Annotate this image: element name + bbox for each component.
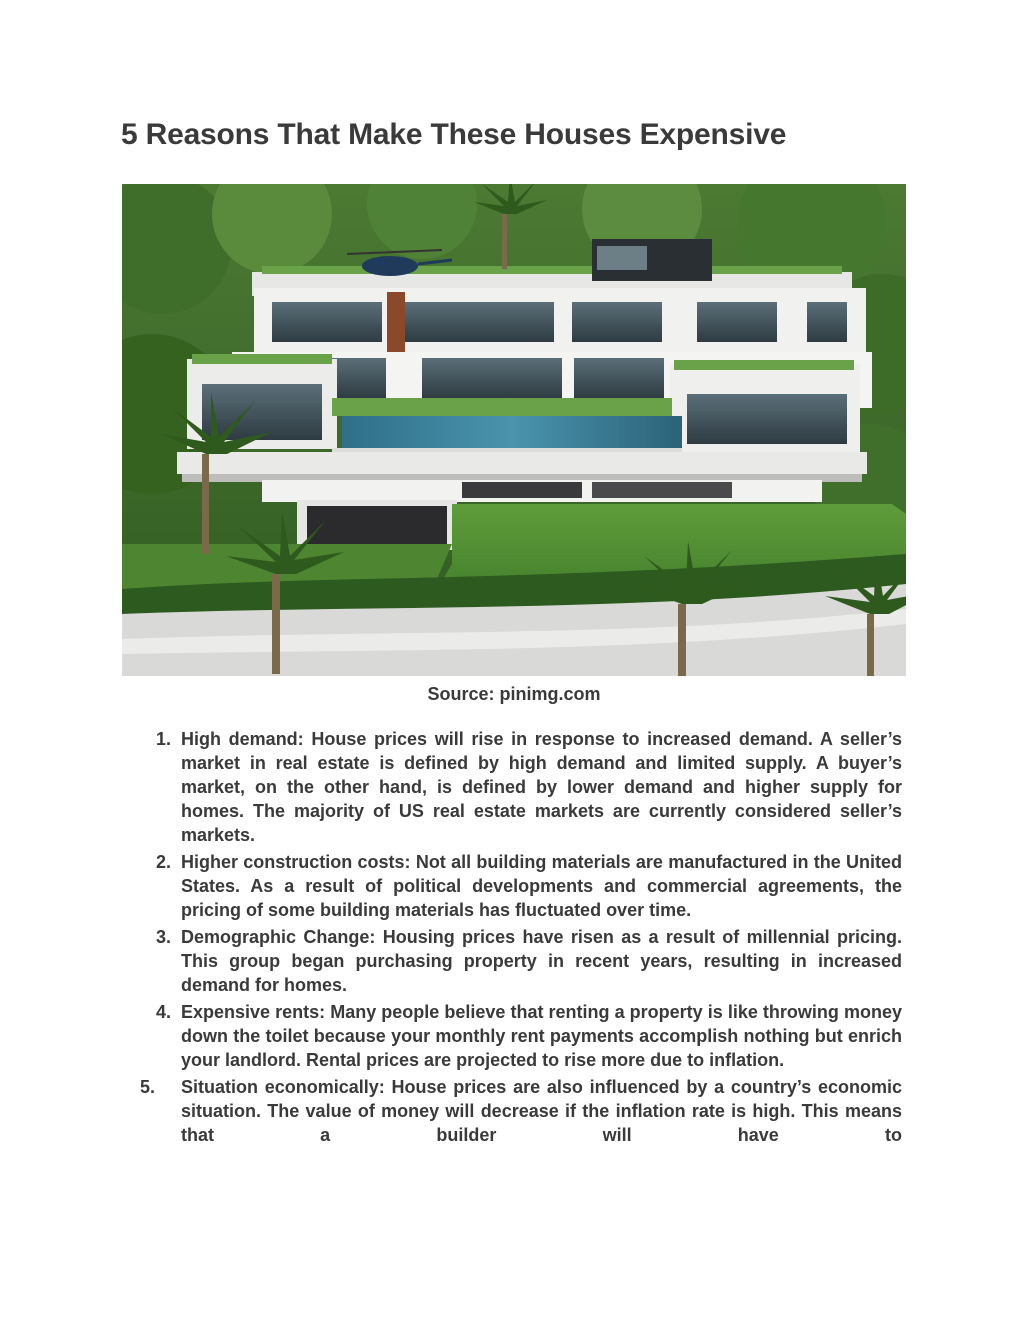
list-item-number: 5. bbox=[140, 1077, 156, 1097]
list-item-number: 3. bbox=[155, 927, 171, 947]
list-item-number: 1. bbox=[155, 729, 171, 749]
list-item-number: 4. bbox=[155, 1002, 171, 1022]
list-item-text: Situation economically: House prices are also influenced by a country’s economic situation. The value of money will decrease if the inflation rate is high. This means that a builder will have to bbox=[181, 1077, 902, 1145]
list-item bbox=[140, 925, 902, 997]
list-item bbox=[140, 1075, 902, 1147]
list-item bbox=[140, 727, 902, 847]
list-item bbox=[140, 850, 902, 922]
image-source-caption: Source: pinimg.com bbox=[427, 684, 601, 704]
list-item-text: High demand: House prices will rise in response to increased demand. A seller’s market in real estate is defined by high demand and limited supply. A buyer’s market, on the other hand, is defined by lower demand and higher supply for homes. The majority of US real estate markets are currently considered seller’s markets. bbox=[181, 729, 902, 845]
list-item bbox=[140, 1000, 902, 1072]
mansion-photo bbox=[122, 184, 906, 676]
page-title: 5 Reasons That Make These Houses Expensive bbox=[121, 118, 787, 151]
reasons-list bbox=[140, 727, 902, 1150]
list-item-number: 2. bbox=[155, 852, 171, 872]
list-item-text: Expensive rents: Many people believe that renting a property is like throwing money down the toilet because your monthly rent payments accomplish nothing but enrich your landlord. Rental prices are projected to rise more due to inflation. bbox=[181, 1002, 902, 1070]
list-item-text: Higher construction costs: Not all building materials are manufactured in the United States. As a result of political developments and commercial agreements, the pricing of some building materials has fluctuated over time. bbox=[181, 852, 902, 920]
list-item-text: Demographic Change: Housing prices have risen as a result of millennial pricing. This group began purchasing property in recent years, resulting in increased demand for homes. bbox=[181, 927, 902, 995]
